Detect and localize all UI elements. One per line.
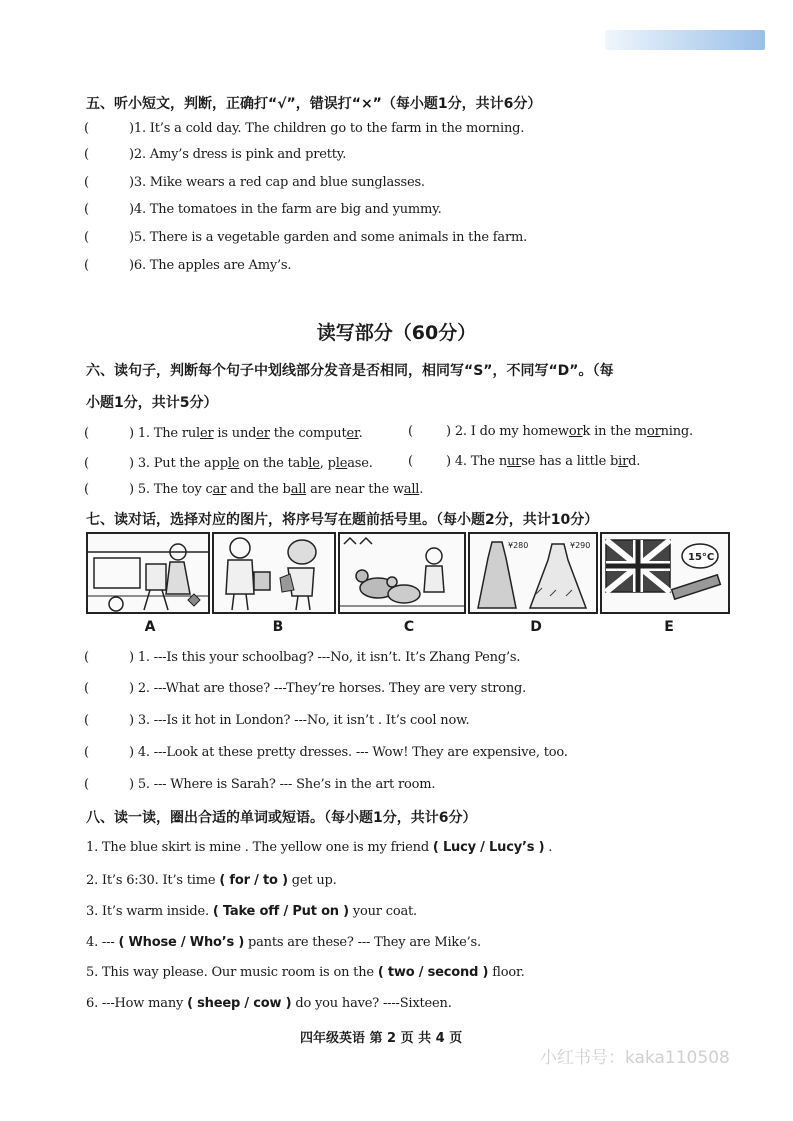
choice-group[interactable]: ( sheep / cow )	[187, 996, 292, 1011]
price-tag-2: ¥290	[570, 541, 591, 550]
section5-heading: 五、听小短文，判断，正确打“√”，错误打“×”（每小题1分，共计6分）	[86, 96, 542, 112]
picture-label-b: B	[272, 619, 284, 635]
section6-q3: ( ) 3. Put the apple on the table, please.	[84, 456, 373, 471]
answer-paren[interactable]: (	[84, 258, 89, 273]
answer-paren[interactable]: (	[84, 456, 89, 471]
picture-label-e: E	[664, 619, 674, 635]
section6-q4: ( ) 4. The nurse has a little bird.	[408, 454, 641, 469]
section6-q2: ( ) 2. I do my homework in the morning.	[408, 424, 693, 439]
picture-b	[212, 532, 336, 614]
section8-item-6: 6. ---How many ( sheep / cow ) do you have? ----Sixteen.	[86, 996, 452, 1011]
temperature-label: 15°C	[688, 552, 715, 563]
section8-item-1: 1. The blue skirt is mine . The yellow one is my friend ( Lucy / Lucy’s ) .	[86, 840, 553, 855]
picture-e	[600, 532, 730, 614]
price-tag-1: ¥280	[508, 541, 529, 550]
section6-heading-line1: 六、读句子，判断每个句子中划线部分发音是否相同，相同写“S”，不同写“D”。（每	[86, 363, 614, 379]
section5-item-6: ( )6. The apples are Amy’s.	[84, 258, 292, 273]
watermark: 小红书号：kaka110508	[540, 1048, 730, 1068]
answer-paren[interactable]: (	[408, 424, 413, 439]
answer-paren[interactable]: (	[84, 745, 89, 760]
choice-group[interactable]: ( two / second )	[377, 965, 489, 980]
answer-paren[interactable]: (	[84, 121, 89, 136]
choice-group[interactable]: ( Lucy / Lucy’s )	[432, 840, 545, 855]
section5-item-3: ( )3. Mike wears a red cap and blue sunglasses.	[84, 175, 425, 190]
answer-paren[interactable]: (	[84, 230, 89, 245]
answer-paren[interactable]: (	[84, 777, 89, 792]
part-title: 读写部分（60分）	[316, 322, 477, 344]
picture-label-c: C	[403, 619, 415, 635]
answer-paren[interactable]: (	[84, 713, 89, 728]
section6-q1: ( ) 1. The ruler is under the computer.	[84, 426, 363, 441]
picture-label-d: D	[530, 619, 542, 635]
section5-item-5: ( )5. There is a vegetable garden and some animals in the farm.	[84, 230, 528, 245]
scan-corner-mark	[605, 30, 765, 50]
page-footer: 四年级英语 第 2 页 共 4 页	[300, 1031, 463, 1046]
section6-heading-line2: 小题1分，共计5分）	[86, 395, 218, 411]
answer-paren[interactable]: (	[84, 426, 89, 441]
choice-group[interactable]: ( Take off / Put on )	[212, 904, 349, 919]
section7-item-4: ( ) 4. ---Look at these pretty dresses. --- Wow! They are expensive, too.	[84, 745, 568, 760]
section8-heading: 八、读一读，圈出合适的单词或短语。（每小题1分，共计6分）	[86, 810, 477, 826]
picture-d	[468, 532, 598, 614]
picture-strip	[86, 532, 730, 616]
section5-item-4: ( )4. The tomatoes in the farm are big and yummy.	[84, 202, 442, 217]
answer-paren[interactable]: (	[84, 681, 89, 696]
picture-c	[338, 532, 466, 614]
section7-heading: 七、读对话，选择对应的图片，将序号写在题前括号里。（每小题2分，共计10分）	[86, 512, 599, 528]
section7-item-2: ( ) 2. ---What are those? ---They’re horses. They are very strong.	[84, 681, 527, 696]
answer-paren[interactable]: (	[84, 650, 89, 665]
choice-group[interactable]: ( Whose / Who’s )	[118, 935, 245, 950]
picture-a	[86, 532, 210, 614]
section6-q5: ( ) 5. The toy car and the ball are near the wall.	[84, 482, 424, 497]
answer-paren[interactable]: (	[408, 454, 413, 469]
section8-item-4: 4. --- ( Whose / Who’s ) pants are these? --- They are Mike’s.	[86, 935, 481, 950]
answer-paren[interactable]: (	[84, 202, 89, 217]
choice-group[interactable]: ( for / to )	[219, 873, 288, 888]
section5-item-1: ( )1. It’s a cold day. The children go to the farm in the morning.	[84, 121, 525, 136]
picture-label-a: A	[144, 619, 156, 635]
section7-item-3: ( ) 3. ---Is it hot in London? ---No, it isn’t . It’s cool now.	[84, 713, 470, 728]
section7-item-1: ( ) 1. ---Is this your schoolbag? ---No, it isn’t. It’s Zhang Peng’s.	[84, 650, 521, 665]
answer-paren[interactable]: (	[84, 147, 89, 162]
answer-paren[interactable]: (	[84, 175, 89, 190]
section8-item-2: 2. It’s 6:30. It’s time ( for / to ) get up.	[86, 873, 337, 888]
section7-item-5: ( ) 5. --- Where is Sarah? --- She’s in the art room.	[84, 777, 436, 792]
section5-item-2: ( )2. Amy’s dress is pink and pretty.	[84, 147, 347, 162]
answer-paren[interactable]: (	[84, 482, 89, 497]
section8-item-5: 5. This way please. Our music room is on the ( two / second ) floor.	[86, 965, 525, 980]
section8-item-3: 3. It’s warm inside. ( Take off / Put on ) your coat.	[86, 904, 417, 919]
